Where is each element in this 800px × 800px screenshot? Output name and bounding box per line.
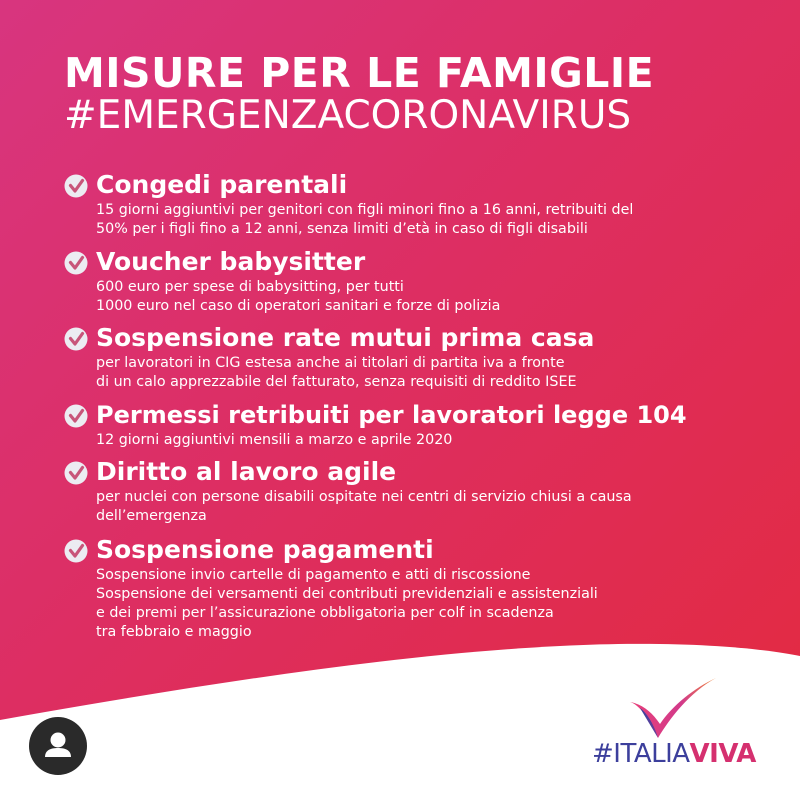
check-circle-icon [64, 461, 88, 485]
measure-title: Sospensione pagamenti [96, 535, 434, 564]
check-circle-icon [64, 404, 88, 428]
description-line: dell’emergenza [96, 508, 207, 524]
user-avatar-icon [29, 717, 87, 775]
description-line: per lavoratori in CIG estesa anche ai titolari di partita iva a fronte [96, 355, 565, 371]
description-line: di un calo apprezzabile del fatturato, senza requisiti di reddito ISEE [96, 374, 577, 390]
page-title: MISURE PER LE FAMIGLIE [64, 49, 655, 97]
check-circle-icon [64, 327, 88, 351]
brand-text-viva: VIVA [689, 739, 756, 769]
description-line: Sospensione invio cartelle di pagamento e atti di riscossione [96, 567, 531, 583]
measure-title: Sospensione rate mutui prima casa [96, 323, 595, 352]
measure-description [96, 431, 452, 450]
check-circle-icon [64, 174, 88, 198]
description-line: tra febbraio e maggio [96, 624, 252, 640]
description-line: Sospensione dei versamenti dei contributi previdenziali e assistenziali [96, 586, 598, 602]
description-line: e dei premi per l’assicurazione obbligatoria per colf in scadenza [96, 605, 554, 621]
hashtag-subtitle: #EMERGENZACORONAVIRUS [64, 93, 632, 138]
check-circle-icon [64, 251, 88, 275]
measure-description [96, 488, 632, 526]
description-line: 50% per i figli fino a 12 anni, senza limiti d’età in caso di figli disabili [96, 221, 588, 237]
measure-description [96, 354, 577, 392]
measure-title: Diritto al lavoro agile [96, 457, 397, 486]
check-circle-icon [64, 539, 88, 563]
italiaviva-swoosh-logo [628, 674, 720, 744]
description-line: 15 giorni aggiuntivi per genitori con figli minori fino a 16 anni, retribuiti del [96, 202, 634, 218]
description-line: 1000 euro nel caso di operatori sanitari e forze di polizia [96, 298, 501, 314]
description-line: per nuclei con persone disabili ospitate nei centri di servizio chiusi a causa [96, 489, 632, 505]
measure-title: Voucher babysitter [96, 247, 366, 276]
measure-description [96, 566, 598, 642]
brand-wordmark [592, 738, 756, 770]
measure-title: Congedi parentali [96, 170, 348, 199]
profile-avatar-button[interactable] [29, 717, 87, 775]
measure-description [96, 278, 500, 316]
brand-text-italia: #ITALIA [592, 739, 690, 769]
description-line: 12 giorni aggiuntivi mensili a marzo e aprile 2020 [96, 432, 453, 448]
measure-title: Permessi retribuiti per lavoratori legge 104 [96, 401, 687, 429]
measure-description [96, 201, 633, 239]
description-line: 600 euro per spese di babysitting, per tutti [96, 279, 404, 295]
